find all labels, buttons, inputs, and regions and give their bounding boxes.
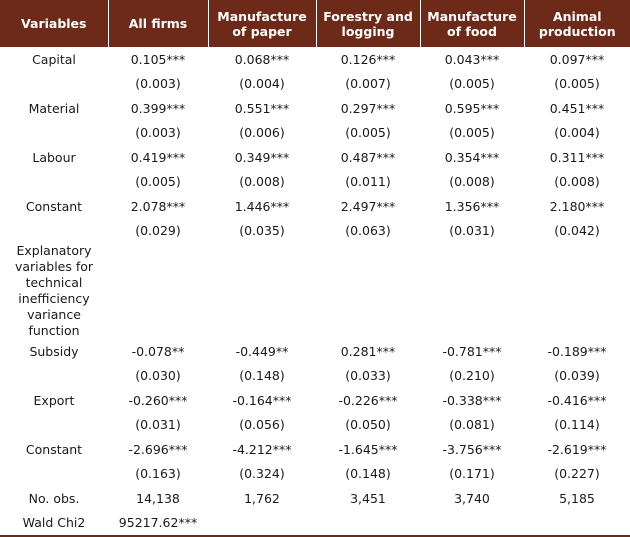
table-body [0,47,630,536]
row-label: Export [33,392,75,408]
row-label: Constant [25,198,83,214]
table-cell: 3,740 [454,490,490,506]
table-cell: (0.210) [449,368,495,384]
table-row [0,72,630,97]
table-cell: (0.035) [239,223,285,239]
table-cell: 0.349*** [234,149,290,165]
row-label [0,121,108,146]
table-cell: (0.171) [449,466,495,482]
table-cell [316,511,420,537]
table-cell: 0.419*** [130,149,186,165]
table-row [0,96,630,121]
table-cell: (0.007) [345,76,391,92]
table-cell [420,243,524,339]
table-cell: (0.031) [135,417,181,433]
table-cell: (0.148) [239,368,285,384]
row-label: Wald Chi2 [0,511,108,537]
table-row [0,339,630,364]
table-cell: 0.595*** [444,100,500,116]
table-cell: 0.068*** [234,51,290,67]
table-cell: (0.324) [239,466,285,482]
table-cell: (0.029) [135,223,181,239]
header-row [0,0,630,47]
table-cell: -1.645*** [338,441,398,457]
table-cell: (0.004) [554,125,600,141]
header-all-firms: All firms [108,0,208,47]
header-manufacture-of-paper: Manufacture of paper [208,0,316,47]
row-label: Capital [32,51,76,67]
header-manufacture-of-food: Manufacture of food [420,0,524,47]
table-cell: (0.003) [135,76,181,92]
table-cell: (0.005) [449,76,495,92]
table-row [0,413,630,438]
row-label: Subsidy [29,343,79,359]
row-label: Labour [32,149,76,165]
table-cell: -0.078** [131,343,185,359]
table-cell: 0.487*** [340,149,396,165]
table-cell: -0.226*** [338,392,398,408]
table-cell: (0.227) [554,466,600,482]
table-cell [208,243,316,339]
table-cell [108,243,208,339]
table-cell: (0.006) [239,125,285,141]
row-label [0,72,108,97]
table-cell: 0.097*** [549,51,605,67]
table-row [0,47,630,72]
table-cell: (0.005) [135,174,181,190]
table-cell: (0.003) [135,125,181,141]
table-header [0,0,630,47]
table-cell: (0.031) [449,223,495,239]
table-row [0,511,630,537]
table-cell: (0.063) [345,223,391,239]
table-cell: (0.042) [554,223,600,239]
table-cell: 3,451 [350,490,386,506]
table-cell: (0.039) [554,368,600,384]
table-cell: -2.696*** [128,441,188,457]
table-cell: 1.356*** [444,198,500,214]
header-animal-production: Animal production [538,8,616,39]
table-cell: 1.446*** [234,198,290,214]
table-cell: (0.148) [345,466,391,482]
table-row [0,437,630,462]
row-label: Constant [25,441,83,457]
table-cell: (0.008) [554,174,600,190]
header-variables: Variables [0,0,108,47]
table-cell: (0.008) [239,174,285,190]
row-label: No. obs. [28,490,80,506]
table-cell: -4.212*** [232,441,292,457]
table-cell: -0.260*** [128,392,188,408]
row-label [0,364,108,389]
table-row [0,219,630,244]
table-cell: (0.033) [345,368,391,384]
table-cell: (0.081) [449,417,495,433]
table-row [0,388,630,413]
table-cell [208,511,316,537]
table-row [0,145,630,170]
table-cell: 0.043*** [444,51,500,67]
table-row [0,194,630,219]
table-cell: 0.126*** [340,51,396,67]
table-cell [420,511,524,537]
table-cell: -0.416*** [547,392,607,408]
table-cell: 0.354*** [444,149,500,165]
table-cell: -3.756*** [442,441,502,457]
table-cell: (0.004) [239,76,285,92]
table-cell: (0.011) [345,174,391,190]
table-cell: 14,138 [136,490,180,506]
table-cell: (0.056) [239,417,285,433]
table-cell: 2.078*** [130,198,186,214]
table-row [0,364,630,389]
table-cell: 95217.62*** [108,511,208,537]
table-cell: -2.619*** [547,441,607,457]
table-cell: (0.163) [135,466,181,482]
table-cell: 0.451*** [549,100,605,116]
table-cell: (0.005) [449,125,495,141]
table-cell: (0.114) [554,417,600,433]
table-cell: (0.030) [135,368,181,384]
table-cell: 2.180*** [549,198,605,214]
table-cell: (0.008) [449,174,495,190]
table-cell: 5,185 [559,490,595,506]
header-forestry-and-logging: Forestry and logging [316,0,420,47]
table-row [0,121,630,146]
row-label [0,170,108,195]
table-cell: 0.399*** [130,100,186,116]
table-row [0,243,630,339]
table-row [0,486,630,511]
table-cell: 0.105*** [130,51,186,67]
table-cell: 0.311*** [549,149,605,165]
table-cell: 0.551*** [234,100,290,116]
row-label [0,413,108,438]
table-cell: 0.297*** [340,100,396,116]
table-cell: -0.164*** [232,392,292,408]
table-cell: -0.189*** [547,343,607,359]
row-label: Explanatory variables for technical inefficiency variance function [14,243,94,338]
row-label [0,462,108,487]
table-cell: 2.497*** [340,198,396,214]
table-cell: (0.005) [345,125,391,141]
table-cell: -0.338*** [442,392,502,408]
table-cell: 1,762 [244,490,280,506]
table-row [0,170,630,195]
table-cell: (0.050) [345,417,391,433]
table-cell [524,243,630,339]
table-cell: -0.781*** [442,343,502,359]
table-cell: (0.005) [554,76,600,92]
row-label: Material [28,100,80,116]
row-label [0,219,108,244]
table-cell: -0.449** [235,343,289,359]
table-cell [524,511,630,537]
table-cell: 0.281*** [340,343,396,359]
table-cell [316,243,420,339]
table-row [0,462,630,487]
